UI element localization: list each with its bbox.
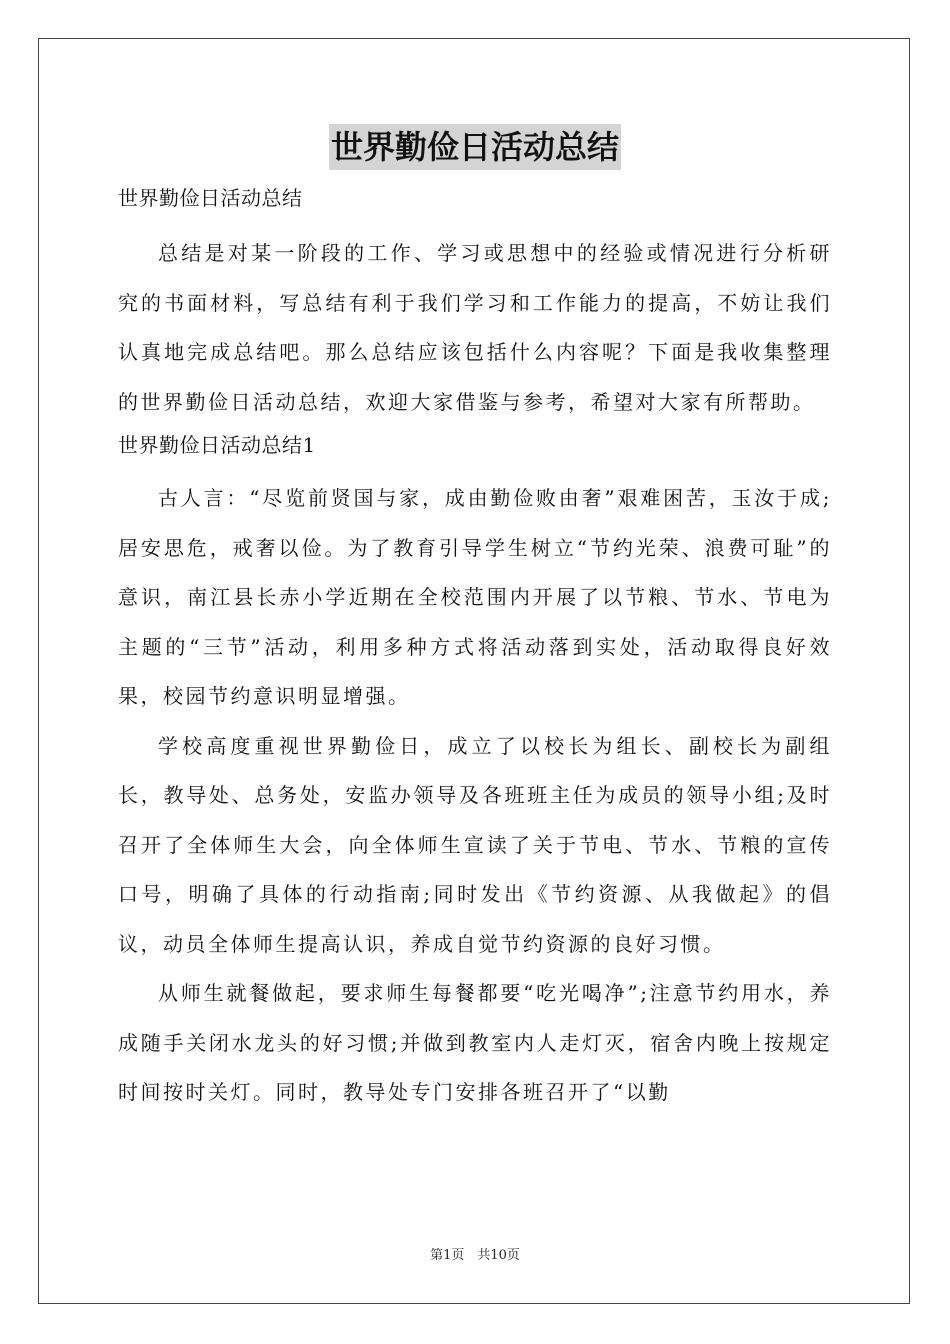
title-wrap: [0, 124, 950, 170]
page-number: 第1页 共10页: [430, 1248, 520, 1263]
page-footer: [0, 1247, 950, 1265]
document-subtitle: 世界勤俭日活动总结: [118, 186, 303, 210]
body-paragraph-2: 学校高度重视世界勤俭日，成立了以校长为组长、副校长为副组长，教导处、总务处，安监办领导及各班班主任为成员的领导小组;及时召开了全体师生大会，向全体师生宣读了关于节电、节水、节粮的宣传口号，明确了具体的行动指南;同时发出《节约资源、从我做起》的倡议，动员全体师生提高认识，养成自觉节约资源的良好习惯。: [118, 733, 832, 956]
body-paragraph-3: 从师生就餐做起，要求师生每餐都要“吃光喝净”;注意节约用水，养成随手关闭水龙头的好习惯;并做到教室内人走灯灭，宿舍内晚上按规定时间按时关灯。同时，教导处专门安排各班召开了“以勤: [118, 981, 832, 1104]
body-paragraph-1: 古人言：“尽览前贤国与家，成由勤俭败由奢”艰难困苦，玉汝于成;居安思危，戒奢以俭。为了教育引导学生树立“节约光荣、浪费可耻”的意识，南江县长赤小学近期在全校范围内开展了以节粮、节水、节电为主题的“三节”活动，利用多种方式将活动落到实处，活动取得良好效果，校园节约意识明显增强。: [118, 486, 832, 708]
document-body: [118, 180, 832, 1118]
document-title: 世界勤俭日活动总结: [329, 124, 621, 170]
section-heading: 世界勤俭日活动总结1: [118, 433, 316, 457]
intro-paragraph: 总结是对某一阶段的工作、学习或思想中的经验或情况进行分析研究的书面材料，写总结有利于我们学习和工作能力的提高，不妨让我们认真地完成总结吧。那么总结应该包括什么内容呢？下面是我收集整理的世界勤俭日活动总结，欢迎大家借鉴与参考，希望对大家有所帮助。: [118, 241, 832, 414]
